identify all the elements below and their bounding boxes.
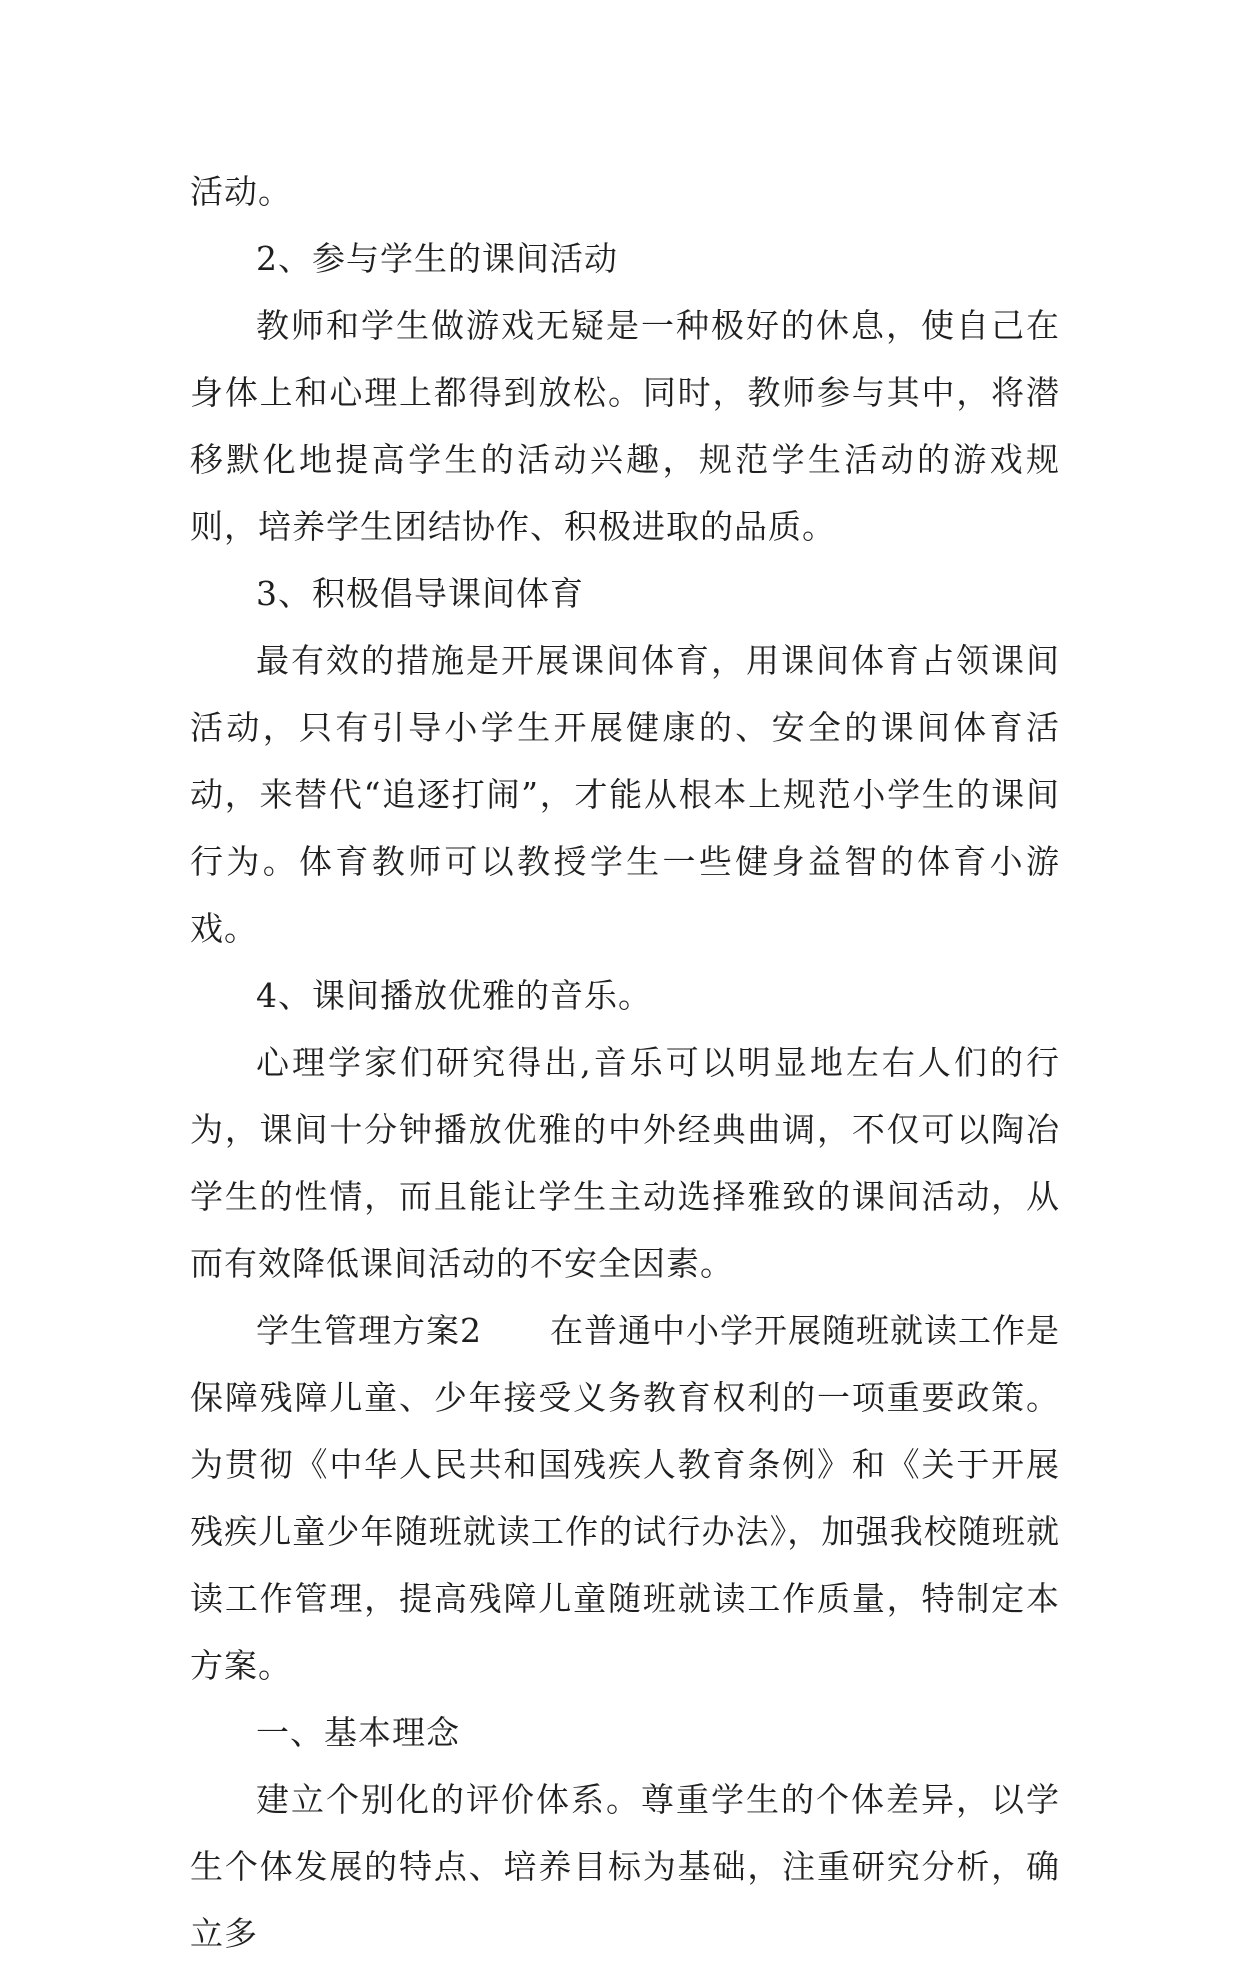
- paragraph-activity-end: 活动。: [190, 172, 292, 211]
- paragraph-music-effect: 心理学家们研究得出,音乐可以明显地左右人们的行为，课间十分钟播放优雅的中外经典曲调，不仅可以陶冶学生的性情，而且能让学生主动选择雅致的课间活动，从而有效降低课间活动的不安全因素。: [190, 1043, 1060, 1283]
- document-body: [190, 158, 1060, 1967]
- heading-join-recess-activities: 2、参与学生的课间活动: [256, 239, 618, 278]
- paragraph-management-plan-2: 学生管理方案2 在普通中小学开展随班就读工作是保障残障儿童、少年接受义务教育权利的一项重要政策。为贯彻《中华人民共和国残疾人教育条例》和《关于开展残疾儿童少年随班就读工作的试行办法》，加强我校随班就读工作管理，提高残障儿童随班就读工作质量，特制定本方案。: [190, 1311, 1060, 1685]
- heading-play-music: 4、课间播放优雅的音乐。: [256, 976, 652, 1015]
- paragraph-evaluation-system: 建立个别化的评价体系。尊重学生的个体差异，以学生个体发展的特点、培养目标为基础，注重研究分析，确立多: [190, 1780, 1060, 1953]
- heading-basic-concept: 一、基本理念: [256, 1713, 460, 1752]
- paragraph-teacher-games: 教师和学生做游戏无疑是一种极好的休息，使自己在身体上和心理上都得到放松。同时，教师参与其中，将潜移默化地提高学生的活动兴趣，规范学生活动的游戏规则，培养学生团结协作、积极进取的品质。: [190, 306, 1060, 546]
- heading-promote-recess-sports: 3、积极倡导课间体育: [256, 574, 584, 613]
- paragraph-recess-sports: 最有效的措施是开展课间体育，用课间体育占领课间活动，只有引导小学生开展健康的、安全的课间体育活动，来替代“追逐打闹”，才能从根本上规范小学生的课间行为。体育教师可以教授学生一些健身益智的体育小游戏。: [190, 641, 1060, 948]
